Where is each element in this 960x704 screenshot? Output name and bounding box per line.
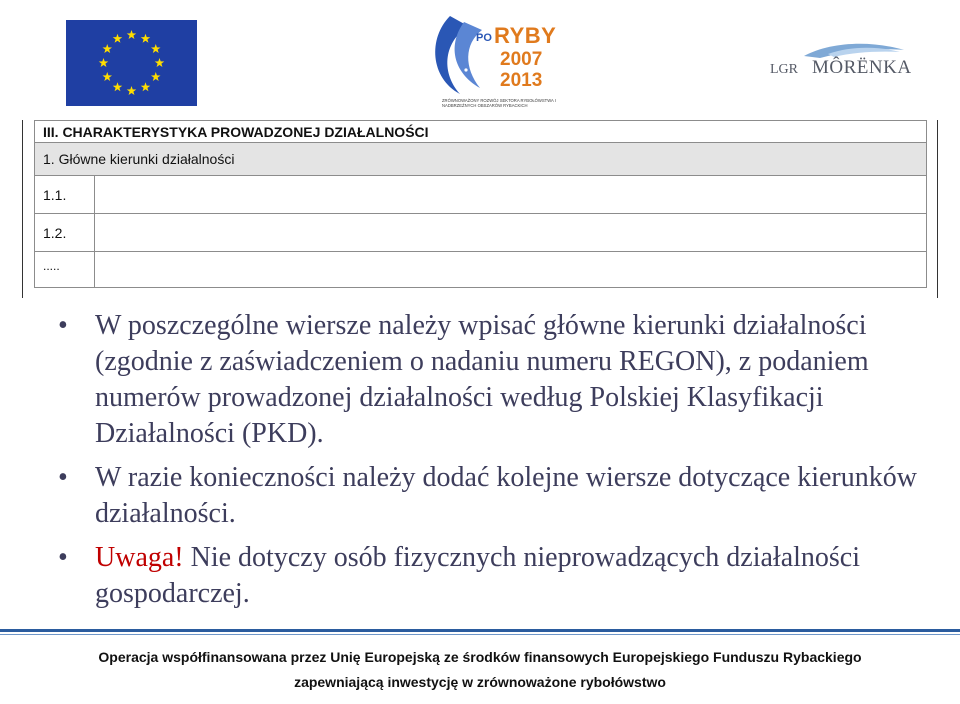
row-value-cell[interactable] <box>95 214 927 252</box>
frame-left-edge <box>22 120 23 298</box>
ryby-caption: ZRÓWNOWAŻONY ROZWÓJ SEKTORA RYBOŁÓWSTWA I NADBRZEŻNYCH OBSZARÓW RYBACKICH <box>442 98 556 108</box>
instruction-text: W razie konieczności należy dodać kolejne wiersze dotyczące kierunków działalności. <box>95 462 917 529</box>
lgr-name: MÔRËNKA <box>812 57 912 78</box>
section-title: III. CHARAKTERYSTYKA PROWADZONEJ DZIAŁALNOŚCI <box>35 121 927 143</box>
subsection-title: 1. Główne kierunki działalności <box>35 143 927 176</box>
eu-flag-icon <box>66 20 197 106</box>
instruction-list <box>58 308 938 620</box>
footer-rule-thin <box>0 634 960 635</box>
po-ryby-logo <box>420 8 560 116</box>
ryby-year-end: 2013 <box>500 70 543 91</box>
ryby-prefix: PO <box>476 32 492 44</box>
list-item <box>58 540 938 612</box>
ryby-name: RYBY <box>494 23 557 48</box>
row-value-cell[interactable] <box>95 176 927 214</box>
eu-flag-logo <box>66 20 197 106</box>
list-item <box>58 308 938 452</box>
row-number: 1.2. <box>35 214 95 252</box>
row-number: ..... <box>35 252 95 288</box>
ryby-year-start: 2007 <box>500 49 543 70</box>
list-item <box>58 460 938 532</box>
table-row <box>35 214 927 252</box>
footer-rule <box>0 629 960 632</box>
warning-label: Uwaga! <box>95 542 184 573</box>
footer-line-1: Operacja współfinansowana przez Unię Europejską ze środków finansowych Europejskiego Funduszu Rybackiego <box>98 649 862 665</box>
activity-form-table <box>34 120 927 288</box>
row-value-cell[interactable] <box>95 252 927 288</box>
instruction-text: Nie dotyczy osób fizycznych nieprowadzących działalności gospodarczej. <box>95 542 861 609</box>
lgr-prefix: LGR <box>770 62 798 77</box>
footer <box>0 645 960 695</box>
table-row <box>35 176 927 214</box>
frame-right-edge <box>937 120 938 298</box>
lgr-morenka-logo <box>770 40 920 86</box>
instruction-text: W poszczególne wiersze należy wpisać główne kierunki działalności (zgodnie z zaświadczeniem o nadaniu numeru REGON), z podaniem numerów prowadzonej działalności według Polskiej Klasyfikacji Działalności (PKD). <box>95 310 869 449</box>
footer-line-2: zapewniającą inwestycję w zrównoważone rybołówstwo <box>294 674 666 690</box>
subsection-header-row <box>35 143 927 176</box>
row-number: 1.1. <box>35 176 95 214</box>
table-row <box>35 252 927 288</box>
section-header-row <box>35 121 927 143</box>
